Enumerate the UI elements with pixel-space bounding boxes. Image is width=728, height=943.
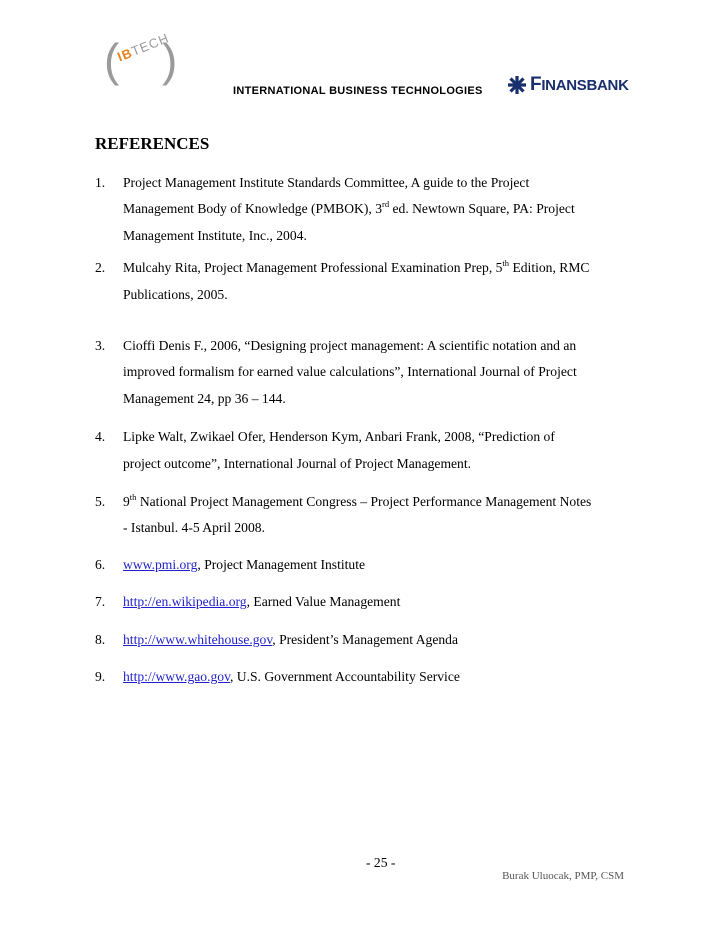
author-credit: Burak Uluocak, PMP, CSM (502, 870, 624, 882)
reference-number: 3. (95, 338, 106, 354)
section-title: REFERENCES (95, 134, 210, 153)
page-number: - 25 - (366, 855, 396, 870)
reference-link[interactable]: http://www.whitehouse.gov (123, 631, 273, 647)
reference-number: 6. (95, 556, 106, 572)
finansbank-wordmark: FINANSBANK (530, 74, 629, 95)
logo-paren-right: ) (162, 34, 178, 86)
ibtech-logo (104, 30, 178, 86)
reference-item: 3. Cioffi Denis F., 2006, “Designing project management: A scientific notation and an improved formalism for earned value calculations”, International Journal of Project Management 24, pp 36 – 144. (95, 333, 635, 412)
reference-item: 4. Lipke Walt, Zwikael Ofer, Henderson Kym, Anbari Frank, 2008, “Prediction of project outcome”, International Journal of Project Management. (95, 424, 635, 477)
reference-number: 5. (95, 494, 106, 510)
reference-number: 7. (95, 594, 106, 610)
header-title: INTERNATIONAL BUSINESS TECHNOLOGIES (233, 85, 483, 97)
reference-number: 1. (95, 175, 106, 190)
reference-number: 9. (95, 669, 106, 685)
reference-item: 1. Project Management Institute Standards Committee, A guide to the Project Management Body of Knowledge (PMBOK), 3rd ed. Newtown Square, PA: Project Management Institute, Inc., 2004. (95, 170, 635, 249)
reference-item: 2. Mulcahy Rita, Project Management Professional Examination Prep, 5th Edition, RMC Publications, 2005. (95, 255, 635, 308)
reference-link[interactable]: http://www.gao.gov (123, 669, 230, 685)
reference-link[interactable]: www.pmi.org (123, 556, 198, 572)
reference-link[interactable]: http://en.wikipedia.org (123, 594, 247, 610)
finansbank-star-icon (507, 75, 527, 95)
reference-item: 5. 9th National Project Management Congress – Project Performance Management Notes - Istanbul. 4-5 April 2008. (95, 489, 635, 542)
finansbank-logo (507, 74, 629, 96)
reference-item: 9. http://www.gao.gov, U.S. Government Accountability Service (95, 664, 635, 690)
reference-number: 8. (95, 631, 106, 647)
reference-item: 8. http://www.whitehouse.gov, President’s Management Agenda (95, 627, 635, 653)
ibtech-logo-text: IBTECH (115, 30, 172, 65)
reference-number: 2. (95, 260, 106, 276)
reference-item: 6. www.pmi.org, Project Management Institute (95, 552, 635, 578)
reference-number: 4. (95, 429, 106, 445)
references-list (95, 170, 635, 691)
logo-paren-left: ( (104, 34, 120, 86)
reference-item: 7. http://en.wikipedia.org, Earned Value Management (95, 589, 635, 615)
